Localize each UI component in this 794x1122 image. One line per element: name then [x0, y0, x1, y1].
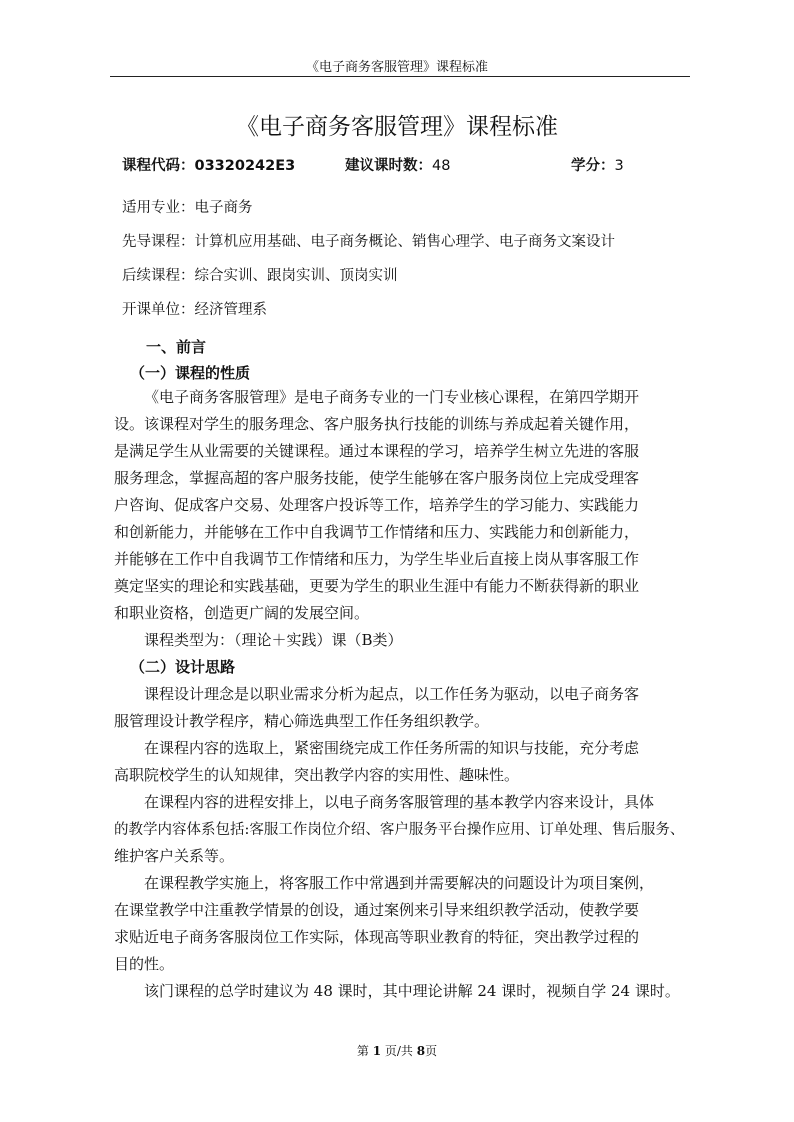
- followup-label: 后续课程：: [122, 268, 195, 284]
- current-page-number: 1: [372, 1044, 382, 1058]
- paragraph-line: 高职院校学生的认知规律，突出教学内容的实用性、趣味性。: [114, 766, 520, 784]
- paragraph-line: 的教学内容体系包括:客服工作岗位介绍、客户服务平台操作应用、订单处理、售后服务、: [114, 822, 685, 838]
- total-hours-line: 该门课程的总学时建议为 48 课时，其中理论讲解 24 课时，视频自学 24 课时。: [144, 982, 680, 1000]
- dept-label: 开课单位：: [122, 302, 195, 318]
- prereq-label: 先导课程：: [122, 234, 195, 250]
- paragraph-line: 在课程内容的进程安排上，以电子商务客服管理的基本教学内容来设计，具体: [144, 793, 655, 811]
- paragraph-line: 求贴近电子商务客服岗位工作实际，体现高等职业教育的特征，突出教学过程的: [114, 928, 640, 946]
- prereq-value: 计算机应用基础、电子商务概论、销售心理学、电子商务文案设计: [194, 234, 615, 250]
- footer-pre: 第: [356, 1044, 369, 1058]
- followup-value: 综合实训、跟岗实训、顶岗实训: [194, 268, 398, 284]
- running-header: 《电子商务客服管理》课程标准: [305, 60, 488, 75]
- course-credits: [571, 154, 624, 175]
- applicable-major: [122, 196, 253, 217]
- paragraph-line: 在课堂教学中注重教学情景的创设，通过案例来引导来组织教学活动，使教学要: [114, 901, 640, 919]
- paragraph-line: 服管理设计教学程序，精心筛选典型工作任务组织教学。: [114, 712, 490, 730]
- paragraph-line: 服务理念，掌握高超的客户服务技能，使学生能够在客户服务岗位上完成受理客: [114, 469, 640, 487]
- major-value: 电子商务: [194, 200, 253, 216]
- course-code-value: 03320242E3: [194, 158, 296, 174]
- course-type-line: 课程类型为：（理论＋实践）课（B类）: [144, 631, 403, 649]
- header-rule: [110, 76, 690, 77]
- footer-post: 页: [425, 1044, 438, 1058]
- total-page-count: 8: [416, 1044, 426, 1058]
- paragraph-line: 是满足学生从业需要的关键课程。通过本课程的学习，培养学生树立先进的客服: [114, 442, 640, 460]
- section-heading: 一、前言: [146, 338, 207, 356]
- paragraph-line: 在课程内容的选取上，紧密围绕完成工作任务所需的知识与技能，充分考虑: [144, 739, 640, 757]
- paragraph-line: 在课程教学实施上，将客服工作中常遇到并需要解决的问题设计为项目案例，: [144, 874, 655, 892]
- paragraph-line: 和创新能力，并能够在工作中自我调节工作情绪和压力、实践能力和创新能力，: [114, 523, 640, 541]
- prerequisite-courses: [122, 230, 615, 251]
- paragraph-line: 《电子商务客服管理》是电子商务专业的一门专业核心课程，在第四学期开: [144, 388, 640, 406]
- course-hours-value: 48: [432, 158, 451, 174]
- paragraph-line: 目的性。: [114, 955, 175, 973]
- subsection-heading: （二）设计思路: [130, 658, 236, 676]
- paragraph-line: 奠定坚实的理论和实践基础，更要为学生的职业生涯中有能力不断获得新的职业: [114, 577, 640, 595]
- paragraph-line: 设。该课程对学生的服务理念、客户服务执行技能的训练与养成起着关键作用，: [114, 415, 640, 433]
- paragraph-line: 课程设计理念是以职业需求分析为起点，以工作任务为驱动，以电子商务客: [144, 685, 640, 703]
- course-code-label: 课程代码：: [122, 158, 195, 174]
- page-footer: [0, 1042, 794, 1059]
- course-hours-label: 建议课时数：: [345, 158, 432, 174]
- dept-value: 经济管理系: [194, 302, 267, 318]
- footer-mid: 页/共: [384, 1044, 413, 1058]
- paragraph-line: 并能够在工作中自我调节工作情绪和压力，为学生毕业后直接上岗从事客服工作: [114, 550, 640, 568]
- document-title: 《电子商务客服管理》课程标准: [236, 114, 558, 140]
- paragraph-line: 维护客户关系等。: [114, 847, 235, 865]
- course-hours: [345, 154, 450, 175]
- followup-courses: [122, 264, 398, 285]
- course-credits-label: 学分：: [571, 158, 615, 174]
- subsection-heading: （一）课程的性质: [130, 364, 251, 382]
- paragraph-line: 和职业资格，创造更广阔的发展空间。: [114, 604, 370, 622]
- course-code: [122, 154, 295, 175]
- course-credits-value: 3: [614, 158, 624, 174]
- offering-department: [122, 298, 267, 319]
- major-label: 适用专业：: [122, 200, 195, 216]
- paragraph-line: 户咨询、促成客户交易、处理客户投诉等工作，培养学生的学习能力、实践能力: [114, 496, 640, 514]
